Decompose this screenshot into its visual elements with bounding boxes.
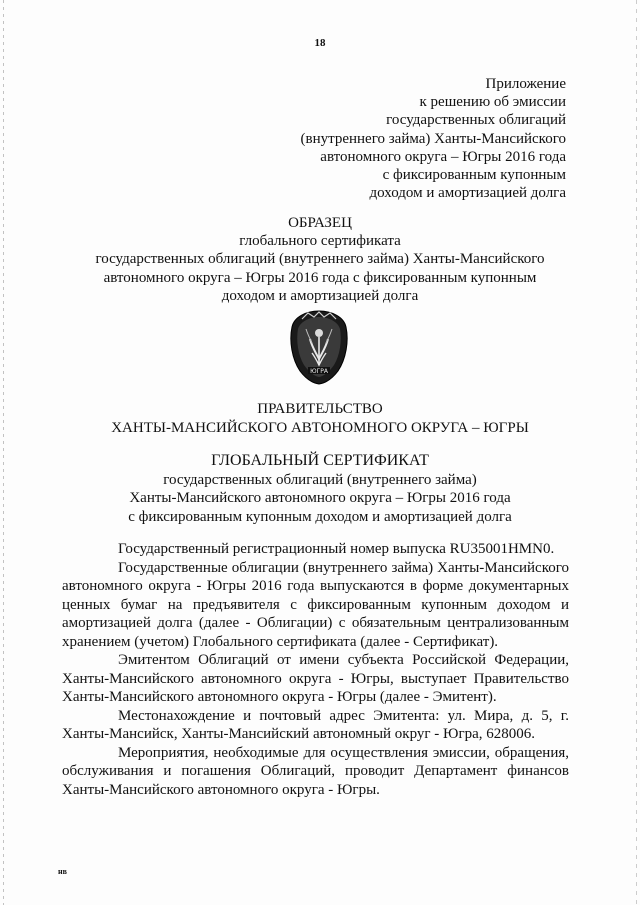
- appendix-line: к решению об эмиссии: [419, 94, 566, 111]
- government-subtitle: ХАНТЫ-МАНСИЙСКОГО АВТОНОМНОГО ОКРУГА – ЮГРЫ: [111, 420, 529, 436]
- certificate-line: государственных облигаций (внутреннего займа): [163, 471, 477, 488]
- page-number: 18: [314, 37, 326, 49]
- body-paragraph: Государственные облигации (внутреннего займа) Ханты-Мансийского автономного округа - Югры 2016 года выпускаются в форме документарных ценных бумаг на предъявителя с фиксированным купонным доходом и амортизацией долга (далее - Облигации) с обязательным централизованным хранением (учетом) Глобального сертификата (далее - Сертификат).: [62, 559, 569, 650]
- sample-line: глобального сертификата: [239, 233, 401, 250]
- body-paragraph: Эмитентом Облигаций от имени субъекта Российской Федерации, Ханты-Мансийского автономного округа - Югры, выступает Правительство Ханты-Мансийского автономного округа - Югры (далее - Эмитент).: [62, 652, 569, 705]
- sample-line: автономного округа – Югры 2016 года с фиксированным купонным: [103, 269, 537, 286]
- certificate-body: [62, 540, 569, 799]
- sample-title-block: [0, 214, 640, 305]
- certificate-title: ГЛОБАЛЬНЫЙ СЕРТИФИКАТ: [211, 452, 429, 469]
- appendix-line: (внутреннего займа) Ханты-Мансийского: [300, 130, 566, 147]
- registration-number: Государственный регистрационный номер выпуска RU35001HMN0.: [118, 541, 555, 557]
- sample-line: государственных облигаций (внутреннего займа) Ханты-Мансийского: [95, 251, 545, 268]
- appendix-line: автономного округа – Югры 2016 года: [320, 148, 566, 165]
- government-heading: [0, 400, 640, 438]
- appendix-line: с фиксированным купонным: [382, 167, 566, 184]
- footer-initials: нв: [58, 867, 67, 876]
- government-title: ПРАВИТЕЛЬСТВО: [257, 401, 383, 417]
- certificate-line: Ханты-Мансийского автономного округа – Югры 2016 года: [129, 490, 511, 506]
- appendix-line: доходом и амортизацией долга: [369, 185, 566, 202]
- appendix-line: Приложение: [485, 76, 566, 92]
- body-paragraph: Мероприятия, необходимые для осуществления эмиссии, обращения, обслуживания и погашения Облигаций, проводит Департамент финансов Ханты-Мансийского автономного округа - Югры.: [62, 744, 569, 798]
- sample-heading: ОБРАЗЕЦ: [288, 215, 352, 231]
- certificate-heading: [0, 452, 640, 526]
- emblem-inscription: ЮГРА: [310, 368, 328, 375]
- certificate-line: с фиксированным купонным доходом и амортизацией долга: [128, 508, 512, 525]
- appendix-block: [301, 75, 567, 202]
- coat-of-arms-icon: [288, 309, 350, 385]
- appendix-line: государственных облигаций: [386, 112, 566, 129]
- sample-line: доходом и амортизацией долга: [221, 287, 419, 304]
- body-paragraph: Местонахождение и почтовый адрес Эмитента: ул. Мира, д. 5, г. Ханты-Мансийск, Ханты-Мансийский автономный округ - Югра, 628006.: [62, 707, 569, 742]
